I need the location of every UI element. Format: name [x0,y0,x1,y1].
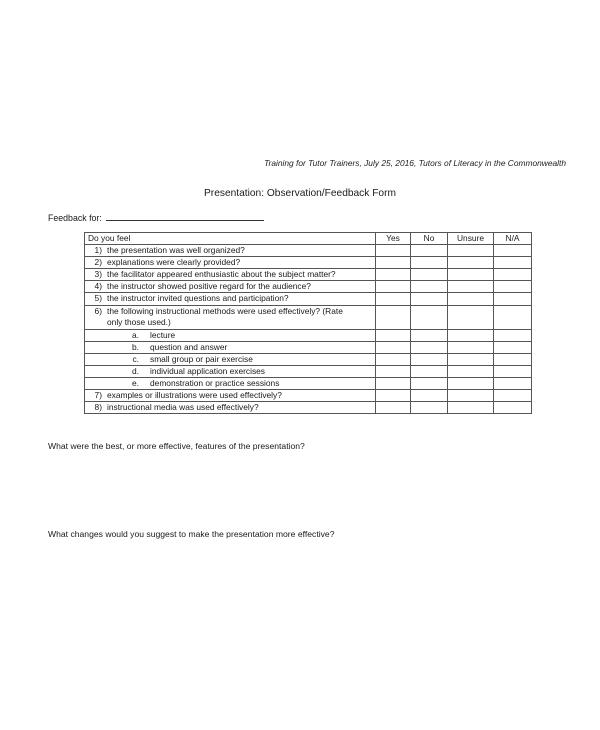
answer-cell-no[interactable] [411,353,448,365]
answer-cell-no[interactable] [411,377,448,389]
answer-cell-no[interactable] [411,365,448,377]
answer-cell-unsure[interactable] [448,341,494,353]
item-number: 3) [94,269,102,280]
answer-cell-unsure[interactable] [448,377,494,389]
sub-item-letter: e. [132,377,139,388]
answer-cell-na[interactable] [494,402,532,414]
table-row [85,305,532,329]
answer-cell-no[interactable] [411,257,448,269]
question-cell [85,353,376,365]
answer-cell-yes[interactable] [376,269,411,281]
answer-cell-yes[interactable] [376,402,411,414]
answer-cell-na[interactable] [494,257,532,269]
sub-item-letter: a. [132,329,139,340]
question-cell [85,365,376,377]
question-text: examples or illustrations were used effectively? [107,390,282,401]
header-note: Training for Tutor Trainers, July 25, 2016, Tutors of Literacy in the Commonwealth [264,158,566,168]
answer-cell-unsure[interactable] [448,245,494,257]
answer-cell-no[interactable] [411,245,448,257]
answer-cell-no[interactable] [411,281,448,293]
answer-cell-yes[interactable] [376,281,411,293]
question-cell [85,305,376,329]
table-body [85,245,532,414]
item-number: 7) [94,390,102,401]
col-header-na: N/A [494,233,532,245]
answer-cell-unsure[interactable] [448,257,494,269]
item-number: 5) [94,293,102,304]
answer-cell-na[interactable] [494,365,532,377]
form-title: Presentation: Observation/Feedback Form [204,188,396,199]
answer-cell-unsure[interactable] [448,402,494,414]
feedback-table [84,232,532,414]
answer-cell-yes[interactable] [376,365,411,377]
question-text: the instructor showed positive regard for the audience? [107,281,311,292]
answer-cell-unsure[interactable] [448,293,494,305]
answer-cell-unsure[interactable] [448,329,494,341]
answer-cell-unsure[interactable] [448,281,494,293]
table-row [85,281,532,293]
question-cell [85,269,376,281]
answer-cell-yes[interactable] [376,329,411,341]
answer-cell-na[interactable] [494,329,532,341]
item-number: 6) [94,305,102,316]
question-cell [85,245,376,257]
answer-cell-yes[interactable] [376,293,411,305]
question-cell [85,341,376,353]
question-cell [85,281,376,293]
table-row [85,365,532,377]
answer-cell-yes[interactable] [376,341,411,353]
question-suggested-changes: What changes would you suggest to make the presentation more effective? [48,529,335,539]
answer-cell-na[interactable] [494,377,532,389]
answer-cell-na[interactable] [494,341,532,353]
answer-cell-yes[interactable] [376,257,411,269]
col-header-no: No [411,233,448,245]
answer-cell-na[interactable] [494,293,532,305]
feedback-for-line [48,212,264,223]
question-cell [85,390,376,402]
col-header-yes: Yes [376,233,411,245]
answer-cell-na[interactable] [494,281,532,293]
question-text: explanations were clearly provided? [107,257,241,268]
col-header-do-you-feel: Do you feel [85,233,376,245]
question-text: the following instructional methods were used effectively? (Rate [107,305,343,316]
answer-cell-no[interactable] [411,341,448,353]
answer-cell-no[interactable] [411,269,448,281]
answer-cell-unsure[interactable] [448,390,494,402]
table-row [85,377,532,389]
question-text: small group or pair exercise [150,353,253,364]
answer-cell-na[interactable] [494,245,532,257]
table-row [85,353,532,365]
table-row [85,341,532,353]
answer-cell-yes[interactable] [376,245,411,257]
answer-cell-unsure[interactable] [448,365,494,377]
answer-cell-na[interactable] [494,305,532,329]
col-header-unsure: Unsure [448,233,494,245]
question-text: instructional media was used effectively? [107,402,259,413]
answer-cell-no[interactable] [411,305,448,329]
question-cell [85,329,376,341]
table-row [85,257,532,269]
answer-cell-no[interactable] [411,329,448,341]
question-best-features: What were the best, or more effective, features of the presentation? [48,441,305,451]
answer-cell-no[interactable] [411,390,448,402]
answer-cell-na[interactable] [494,353,532,365]
table-row [85,402,532,414]
answer-cell-yes[interactable] [376,305,411,329]
sub-item-letter: b. [132,341,139,352]
question-text: the presentation was well organized? [107,245,245,256]
table-row [85,329,532,341]
question-cell [85,377,376,389]
answer-cell-unsure[interactable] [448,353,494,365]
question-text: question and answer [150,341,228,352]
table-row [85,390,532,402]
feedback-for-label: Feedback for: [48,213,102,223]
question-cell [85,402,376,414]
item-number: 2) [94,257,102,268]
sub-item-letter: d. [132,365,139,376]
answer-cell-no[interactable] [411,402,448,414]
answer-cell-yes[interactable] [376,390,411,402]
answer-cell-yes[interactable] [376,353,411,365]
answer-cell-unsure[interactable] [448,269,494,281]
sub-item-letter: c. [132,353,139,364]
answer-cell-na[interactable] [494,269,532,281]
question-cell [85,257,376,269]
table-row [85,293,532,305]
table-row [85,245,532,257]
question-cell [85,293,376,305]
question-text: the facilitator appeared enthusiastic about the subject matter? [107,269,336,280]
answer-cell-yes[interactable] [376,377,411,389]
item-number: 1) [94,245,102,256]
question-text: individual application exercises [150,365,265,376]
table-row [85,269,532,281]
item-number: 4) [94,281,102,292]
answer-cell-na[interactable] [494,390,532,402]
question-text: lecture [150,329,176,340]
answer-cell-unsure[interactable] [448,305,494,329]
question-text: the instructor invited questions and participation? [107,293,289,304]
question-text-continued: only those used.) [107,317,171,328]
question-text: demonstration or practice sessions [150,377,280,388]
answer-cell-no[interactable] [411,293,448,305]
item-number: 8) [94,402,102,413]
table-header-row [85,233,532,245]
feedback-for-blank[interactable] [106,212,264,221]
